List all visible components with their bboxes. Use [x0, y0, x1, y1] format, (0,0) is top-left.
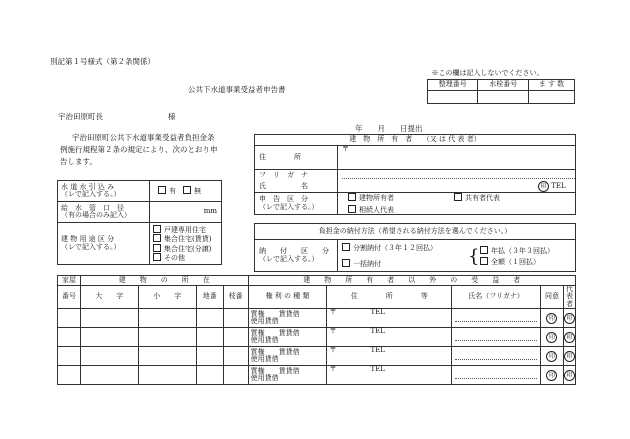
cell-house-num[interactable]: [58, 366, 81, 385]
declare-heir: 相続人代表: [359, 205, 394, 214]
seal-icon: 印: [546, 370, 557, 381]
postal-mark: 〒: [329, 327, 337, 336]
furigana-line: [455, 371, 537, 379]
cell-rep[interactable]: [564, 347, 576, 366]
body-text-2: 例施行規程第２条の規定により、次のとおり申: [60, 145, 218, 154]
cell-edaban[interactable]: [223, 366, 248, 385]
cell-koaza[interactable]: [138, 347, 196, 366]
postal-mark: 〒: [342, 145, 349, 153]
furigana-line: [455, 352, 537, 360]
cell-address[interactable]: [327, 309, 452, 328]
cell-oaza[interactable]: [80, 328, 138, 347]
payment-label-2: （レで記入する。）: [259, 254, 319, 263]
right-type-line-1: 質権 賃貸借: [250, 328, 300, 337]
water-options: [150, 181, 222, 202]
postal-mark: 〒: [329, 308, 337, 317]
water-label-1: 水 道 水 引 込 み: [61, 182, 115, 191]
water-yes: 有: [169, 187, 176, 196]
form-title: 公共下水道事業受益者申告書: [188, 85, 286, 94]
right-type-line-1: 質権 賃貸借: [250, 366, 300, 375]
payment-lump: 一括納付: [353, 259, 381, 268]
cell-koaza[interactable]: [138, 309, 196, 328]
cell-name[interactable]: [452, 347, 541, 366]
pipe-label-2: （有の場合のみ記入）: [61, 211, 131, 219]
cell-chiban[interactable]: [196, 328, 223, 347]
payment-installment: 分割納付（３年１２回払）: [353, 244, 437, 253]
postal-mark: 〒: [329, 346, 337, 355]
head-num: 番号: [58, 286, 81, 309]
row-tel: TEL: [370, 346, 385, 355]
cell-chiban[interactable]: [196, 366, 223, 385]
cell-right-type[interactable]: [248, 347, 327, 366]
brace-mark: {: [468, 246, 480, 267]
declare-owner: 建物所有者: [359, 194, 394, 203]
declare-options: [338, 193, 576, 215]
pipe-unit: mm: [203, 207, 217, 216]
table-row: [58, 366, 576, 385]
office-use-box: [427, 68, 575, 104]
furigana-line: [455, 333, 537, 341]
checkbox-owner[interactable]: [348, 193, 356, 201]
owner-address-field[interactable]: [338, 146, 576, 170]
checkbox-full[interactable]: [480, 257, 488, 265]
cell-rep[interactable]: [564, 328, 576, 347]
right-type-line-2: 使用貸借: [250, 374, 279, 383]
office-field-suisen[interactable]: [478, 91, 528, 104]
col-koaza: 小 字: [138, 286, 196, 309]
right-type-line-1: 質権 賃貸借: [250, 347, 300, 356]
owner-name-labels: [255, 170, 338, 193]
use-rental: 集合住宅(賃貸): [164, 235, 212, 244]
cell-edaban[interactable]: [223, 347, 248, 366]
row-tel: TEL: [370, 365, 385, 374]
seal-icon: 印: [546, 351, 557, 362]
seal-icon: 印: [564, 332, 575, 343]
left-info-table: [57, 180, 222, 265]
col-consent: 同意: [540, 286, 563, 309]
checkbox-use-rental[interactable]: [153, 234, 161, 242]
cell-oaza[interactable]: [80, 347, 138, 366]
owner-address-label: 住 所: [255, 146, 338, 170]
seal-icon: 印: [564, 370, 575, 381]
office-header-suisen: 水栓番号: [478, 80, 528, 91]
seal-icon: 印: [564, 313, 575, 324]
right-type-line-1: 質権 賃貸借: [250, 309, 300, 318]
payment-options: [338, 240, 576, 272]
checkbox-co-owner[interactable]: [454, 193, 462, 201]
office-note: ※この欄は記入しないでください。: [431, 68, 544, 77]
table-row: [58, 347, 576, 366]
cell-koaza[interactable]: [138, 328, 196, 347]
body-text-1: 宇治田原町公共下水道事業受益者負担金条: [72, 133, 215, 142]
declare-label: [255, 193, 338, 215]
checkbox-annual[interactable]: [480, 246, 488, 254]
cell-consent[interactable]: [540, 328, 563, 347]
use-label: [58, 223, 150, 265]
addressee: 宇治田原町長: [58, 112, 103, 121]
office-field-seiri[interactable]: [428, 91, 478, 104]
cell-name[interactable]: [452, 309, 541, 328]
furigana-label: フ リ ガ ナ: [259, 170, 308, 179]
col-name: 氏名（フリガナ）: [452, 286, 541, 309]
table-row: [58, 309, 576, 328]
col-address: 住 所 等: [327, 286, 452, 309]
postal-mark: 〒: [329, 365, 337, 374]
cell-rep[interactable]: [564, 309, 576, 328]
cell-address[interactable]: [327, 347, 452, 366]
payment-label: [255, 240, 338, 272]
checkbox-water-yes[interactable]: [158, 186, 166, 194]
declare-label-2: （レで記入する。）: [259, 202, 319, 211]
cell-address[interactable]: [327, 328, 452, 347]
water-label-2: （レで記入する。）: [61, 190, 121, 198]
honorific: 様: [168, 112, 176, 121]
table-row: [58, 328, 576, 347]
use-other: その他: [164, 253, 185, 262]
cell-edaban[interactable]: [223, 309, 248, 328]
right-type-line-2: 使用貸借: [250, 355, 279, 364]
cell-name[interactable]: [452, 366, 541, 385]
owner-name-field[interactable]: [338, 170, 576, 193]
use-detached: 戸建専用住宅: [164, 225, 206, 234]
cell-edaban[interactable]: [223, 328, 248, 347]
col-right-type: 権 利 の 種 類: [248, 286, 327, 309]
date-line: 年 月 日提出: [355, 124, 423, 133]
cell-name[interactable]: [452, 328, 541, 347]
form-style-label: 別記第１号様式（第２条関係）: [50, 57, 155, 66]
payment-full: 全額（１回払）: [491, 258, 540, 267]
lump-sub-options: [468, 246, 554, 267]
cell-chiban[interactable]: [196, 347, 223, 366]
water-label: [58, 181, 150, 202]
cell-house-num[interactable]: [58, 328, 81, 347]
use-options: [150, 223, 222, 265]
cell-koaza[interactable]: [138, 366, 196, 385]
row-tel: TEL: [370, 308, 385, 317]
checkbox-use-detached[interactable]: [153, 225, 161, 233]
col-chiban: 地番: [196, 286, 223, 309]
seal-icon: 印: [546, 332, 557, 343]
use-label-2: （レで記入する。）: [61, 242, 121, 251]
cell-consent[interactable]: [540, 366, 563, 385]
right-type-line-2: 使用貸借: [250, 336, 279, 345]
payment-table: [254, 223, 576, 272]
checkbox-use-condo[interactable]: [153, 244, 161, 252]
office-field-masu[interactable]: [528, 91, 574, 104]
owner-tel: TEL: [551, 182, 566, 190]
col-oaza: 大 字: [80, 286, 138, 309]
body-text-3: 告します。: [60, 157, 97, 166]
owner-header: 建 物 所 有 者 （又 は 代 表 者）: [255, 135, 576, 146]
payment-label-1: 納 付 区 分: [259, 247, 329, 256]
head-others: 建 物 所 有 者 以 外 の 受 益 者: [248, 276, 575, 286]
checkbox-heir[interactable]: [348, 205, 356, 213]
col-rep: 代表者: [564, 286, 576, 309]
pipe-label-1: 給 水 管 口 径: [61, 203, 124, 212]
cell-right-type[interactable]: [248, 328, 327, 347]
head-location: 建 物 の 所 在: [80, 276, 248, 286]
water-no: 無: [194, 187, 201, 196]
cell-oaza[interactable]: [80, 366, 138, 385]
office-header-masu: ま す 数: [528, 80, 574, 91]
seal-icon: 印: [564, 351, 575, 362]
cell-address[interactable]: [327, 366, 452, 385]
pipe-field[interactable]: [150, 202, 222, 223]
payment-header: 負担金の納付方法（希望される納付方法を選んでください。）: [255, 224, 576, 240]
use-condo: 集合住宅(分譲): [164, 244, 212, 253]
cell-house-num[interactable]: [58, 347, 81, 366]
cell-right-type[interactable]: [248, 309, 327, 328]
cell-chiban[interactable]: [196, 309, 223, 328]
payment-annual: 年払（３年３回払）: [491, 247, 554, 255]
cell-rep[interactable]: [564, 366, 576, 385]
cell-consent[interactable]: [540, 309, 563, 328]
seal-icon: 印: [546, 313, 557, 324]
beneficiary-table: [57, 275, 576, 385]
cell-house-num[interactable]: [58, 309, 81, 328]
checkbox-use-other[interactable]: [153, 253, 161, 261]
declare-label-1: 申 告 区 分: [259, 195, 308, 204]
declare-co-owner: 共有者代表: [465, 194, 500, 203]
seal-icon: 印: [538, 181, 549, 192]
checkbox-water-no[interactable]: [183, 186, 191, 194]
use-label-1: 建 物 用 途 区 分: [61, 235, 115, 244]
row-tel: TEL: [370, 327, 385, 336]
col-edaban: 枝番: [223, 286, 248, 309]
furigana-line: [455, 314, 537, 322]
pipe-label: [58, 202, 150, 223]
office-header-seiri: 整理番号: [428, 80, 478, 91]
checkbox-lump[interactable]: [342, 259, 350, 267]
checkbox-installment[interactable]: [342, 243, 350, 251]
right-type-line-2: 使用貸借: [250, 317, 279, 326]
head-house: 家屋: [58, 276, 81, 286]
name-label: 氏 名: [259, 182, 308, 190]
cell-right-type[interactable]: [248, 366, 327, 385]
furigana-field[interactable]: [342, 170, 575, 179]
seal-tel-row: [342, 181, 575, 192]
cell-oaza[interactable]: [80, 309, 138, 328]
cell-consent[interactable]: [540, 347, 563, 366]
owner-table: [254, 134, 576, 215]
